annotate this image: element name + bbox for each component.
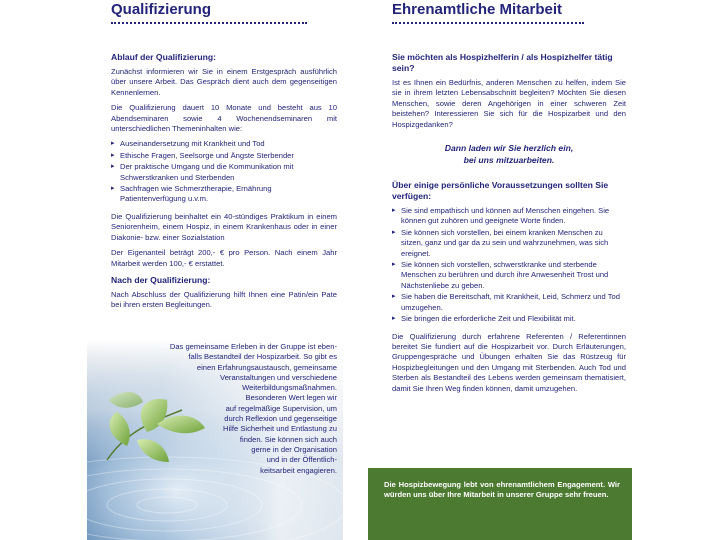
list-item: ▸ Der praktische Umgang und die Kommunikation mit Schwerstkranken und Sterbenden [111, 162, 294, 182]
left-column [87, 0, 343, 540]
bullet-arrow-icon: ▸ [111, 163, 115, 171]
list-item: ▸ Ethische Fragen, Seelsorge und Ängste Sterbender [111, 150, 294, 160]
engagement-box [368, 468, 632, 540]
right-title: Ehrenamtliche Mitarbeit [392, 1, 563, 18]
bullet-arrow-icon: ▸ [392, 261, 396, 269]
ablauf-paragraph-2: Die Qualifizierung dauert 10 Monate und besteht aus 10 Abendseminaren sowie 4 Wochenendseminaren mit unterschiedlichen Themeninhalten wie: [111, 103, 337, 134]
left-title-divider [111, 20, 307, 24]
bullet-arrow-icon: ▸ [392, 293, 396, 301]
ablauf-paragraph-1: Zunächst informieren wir Sie in einem Erstgespräch ausführlich über unsere Arbeit. Das Gespräch dient auch dem gegenseitigen Kennenlernen. [111, 67, 337, 97]
bullet-arrow-icon: ▸ [111, 185, 115, 193]
qualifizierung-body [111, 52, 337, 316]
bullet-arrow-icon: ▸ [392, 315, 396, 323]
list-item: ▸ Sie bringen die erforderliche Zeit und Flexibilität mit. [392, 314, 576, 324]
question-paragraph: Ist es Ihnen ein Bedürfnis, anderen Menschen zu helfen, indem Sie sie in ihrem letzten Lebensabschnitt begleiten? Möchten Sie diesen Menschen, sowie deren Angehörigen in einer schweren Zeit beistehen? Interessieren Sie sich für die Hospizarbeit und den Hospizgedanken? [392, 78, 626, 129]
bullet-arrow-icon: ▸ [111, 151, 115, 159]
list-item: ▸ Auseinandersetzung mit Krankheit und Tod [111, 139, 265, 149]
bullet-arrow-icon: ▸ [111, 140, 115, 148]
list-item: ▸ Sie können sich vorstellen, bei einem kranken Menschen zu sitzen, ganz und gar da zu sein und wahrzunehmen, was sich ereignet. [392, 227, 609, 258]
nach-paragraph: Nach Abschluss der Qualifizierung hilft Ihnen eine Patin/ein Pate bei ihren ersten Begleitungen. [111, 289, 337, 310]
list-item: ▸ Sie können sich vorstellen, schwerstkranke und sterbende Menschen zu berühren und durch ihre Anwesenheit Trost und Nächstenliebe zu geben. [392, 260, 609, 290]
topics-list [111, 139, 337, 204]
referenten-paragraph: Die Qualifizierung durch erfahrene Referenten / Referentinnen bereitet Sie fundiert auf die Hospizarbeit vor. Durch Erläuterungen, Gruppengespräche und Übungen erhalten Sie das Rüstzeug für Hospizbegleitungen und den Umgang mit Sterbenden. Auch Tod und Sterben als Bestandteil des Lebens werden gemeinsam thematisiert, damit Sie Ihren Weg finden können, damit umzugehen. [392, 331, 626, 393]
left-title: Qualifizierung [111, 1, 212, 18]
list-item: ▸ Sachfragen wie Schmerztherapie, Ernährung Patientenverfügung u.v.m. [111, 184, 272, 204]
voraussetzungen-heading: Über einige persönliche Voraussetzungen sollten Sie verfügen: [392, 180, 609, 202]
praktikum-paragraph: Die Qualifizierung beinhaltet ein 40-stündiges Praktikum in einem Seniorenheim, einem Hospiz, in einem Krankenhaus oder in einer Diakonie- bzw. einer Sozialstation [111, 211, 337, 242]
bullet-arrow-icon: ▸ [392, 207, 396, 215]
list-item: ▸ Sie sind empathisch und können auf Menschen eingehen. Sie können gut zuhören und geeignete Worte finden. [392, 206, 610, 226]
eigenanteil-paragraph: Der Eigenanteil beträgt 200,- € pro Person. Nach einem Jahr Mitarbeit werden 100,- € erstattet. [111, 248, 337, 268]
right-column [368, 0, 632, 540]
nach-heading: Nach der Qualifizierung: [111, 274, 211, 285]
gruppe-text: Das gemeinsame Erleben in der Gruppe ist eben- falls Bestandteil der Hospizarbeit. So gibt es einen Erfahrungsaustausch, gemeinsame Veranstaltungen und verschiedene Weiterbildungsmaßnahmen. Besonderen Wert legen wir auf regelmäßige Supervision, um durch Reflexion und gegenseitige Hilfe Sicherheit und Entlastung zu finden. Sie können sich auch gerne in der Organisation und in der Öffentlich- keitsarbeit engagieren. [169, 342, 337, 475]
right-title-divider [392, 20, 584, 24]
engagement-text: Die Hospizbewegung lebt von ehrenamtlichem Engagement. Wir würden uns über Ihre Mitarbeit in unserer Gruppe sehr freuen. [384, 480, 620, 500]
ablauf-heading: Ablauf der Qualifizierung: [111, 52, 217, 62]
invitation: Dann laden wir Sie herzlich ein, bei uns mitzuarbeiten. [444, 143, 574, 166]
question-heading: Sie möchten als Hospizhelferin / als Hospizhelfer tätig sein? [392, 52, 613, 73]
mitarbeit-body [392, 52, 626, 399]
requirements-list [392, 206, 626, 324]
list-item: ▸ Sie haben die Bereitschaft, mit Krankheit, Leid, Schmerz und Tod umzugehen. [392, 292, 620, 312]
bullet-arrow-icon: ▸ [392, 228, 396, 236]
